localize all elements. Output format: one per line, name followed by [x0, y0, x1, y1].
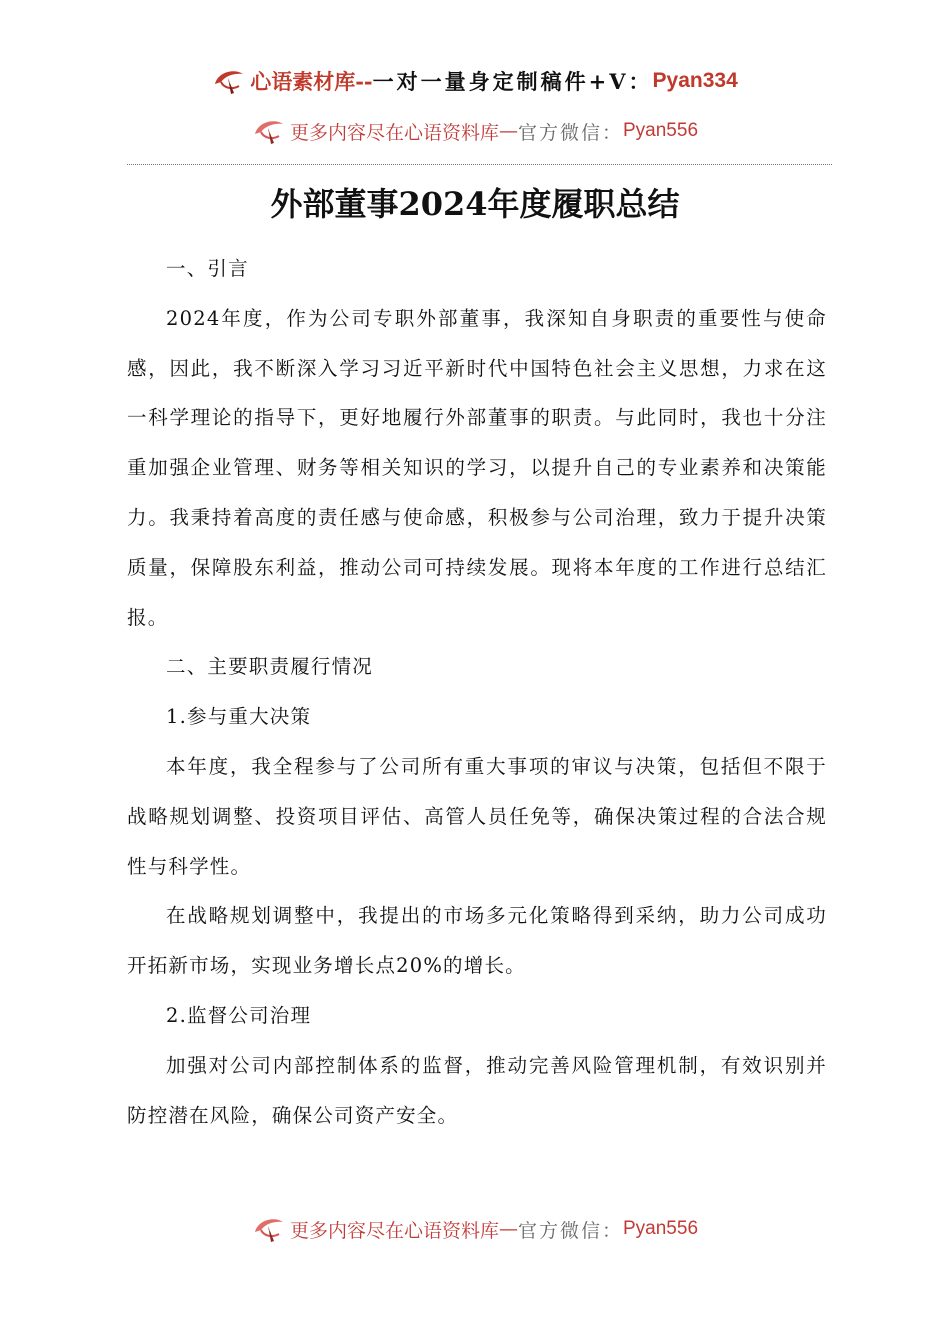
pen-nib-logo-icon: [252, 1214, 286, 1244]
subheading-governance: 2.监督公司治理: [166, 1003, 312, 1027]
brand-name: 心语素材库: [250, 69, 356, 94]
document-title: 外部董事2024年度履职总结: [270, 185, 680, 223]
paragraph: 2024年度，作为公司专职外部董事，我深知自身职责的重要性与使命感，因此，我不断深入学习习近平新时代中国特色社会主义思想，力求在这一科学理论的指导下，更好地履行外部董事的职责。与此同时，我也十分注重加强企业管理、财务等相关知识的学习，以提升自己的专业素养和决策能力。我秉持着高度的责任感与使命感，积极参与公司治理，致力于提升决策质量，保障股东利益，推动公司可持续发展。现将本年度的工作进行总结汇报。: [127, 306, 827, 629]
section-heading-intro: 一、引言: [166, 257, 249, 280]
paragraph: 在战略规划调整中，我提出的市场多元化策略得到采纳，助力公司成功开拓新市场，实现业务增长点20%的增长。: [127, 904, 827, 978]
section-heading-duties: 二、主要职责履行情况: [166, 655, 374, 679]
footer-banner: [0, 1212, 950, 1246]
brand-slogan: 一对一量身定制稿件: [372, 69, 589, 94]
brand-separator: --: [355, 68, 373, 94]
contact-label: +V：: [588, 69, 653, 94]
sub-brand-text: 更多内容尽在心语资料库: [289, 121, 499, 144]
official-wechat-id: Pyan556: [623, 120, 699, 141]
header-subbanner: [0, 114, 950, 148]
subheading-decisions: 1.参与重大决策: [166, 705, 312, 729]
footer-brand-text: 更多内容尽在心语资料库: [289, 1219, 499, 1242]
paragraph: 本年度，我全程参与了公司所有重大事项的审议与决策，包括但不限于战略规划调整、投资项目评估、高管人员任免等，确保决策过程的合法合规性与科学性。: [127, 754, 827, 878]
paragraph: 加强对公司内部控制体系的监督，推动完善风险管理机制，有效识别并防控潜在风险，确保公司资产安全。: [127, 1053, 827, 1127]
header-banner: [0, 64, 950, 98]
footer-wechat-id: Pyan556: [623, 1218, 699, 1239]
official-label: 官方微信：: [517, 121, 623, 144]
footer-official-label: 官方微信：: [517, 1219, 623, 1242]
wechat-id: Pyan334: [652, 69, 738, 92]
footer-dash: —: [498, 1218, 518, 1240]
document-body: [127, 244, 827, 1140]
header-divider: [127, 164, 832, 165]
pen-nib-logo-icon: [252, 116, 286, 146]
pen-nib-logo-icon: [212, 66, 246, 96]
sub-dash: —: [498, 120, 518, 142]
